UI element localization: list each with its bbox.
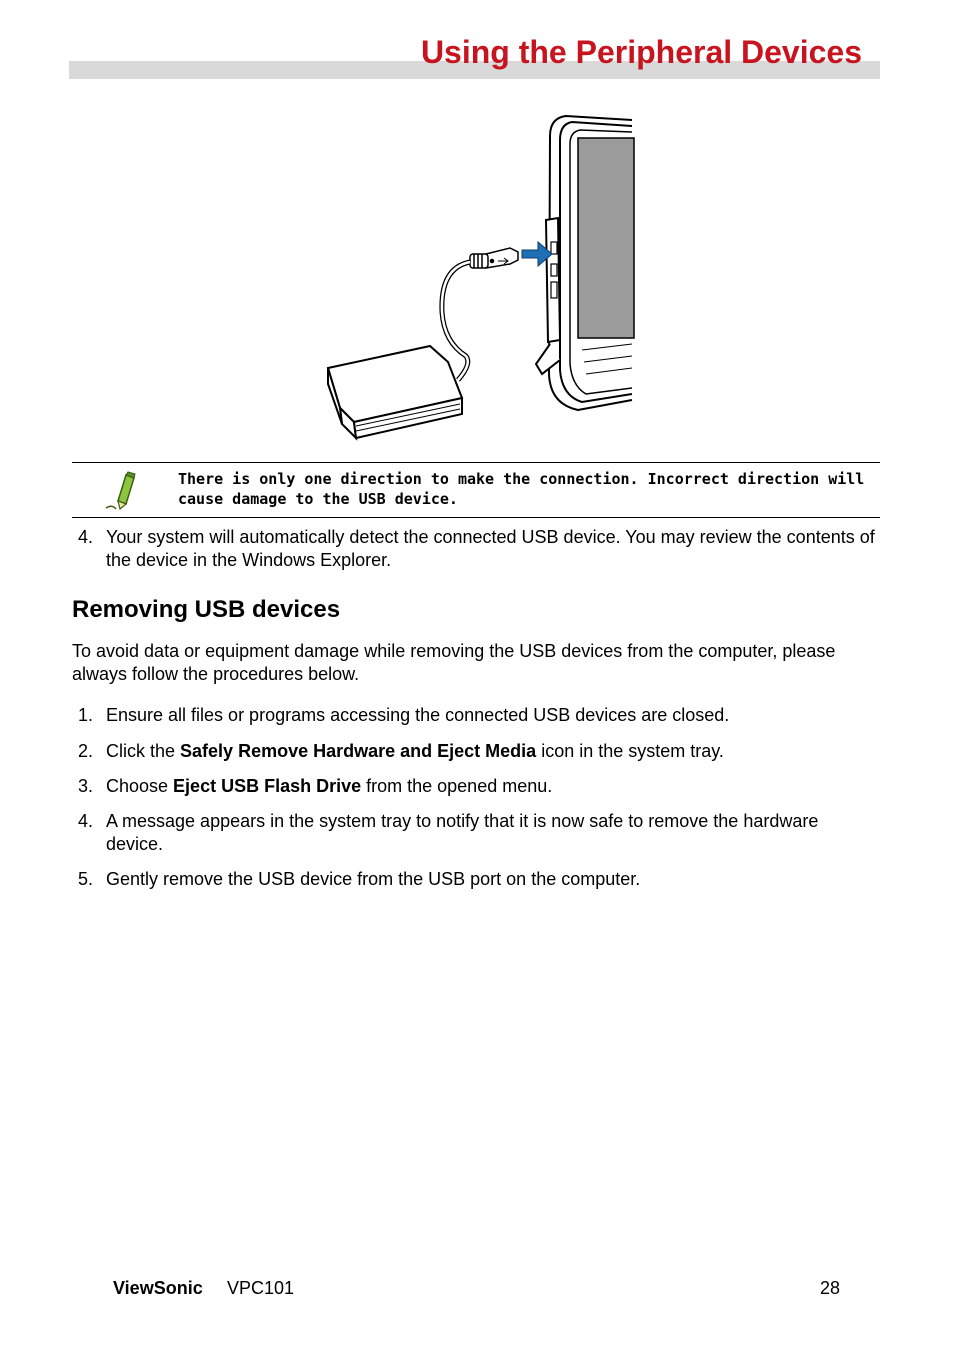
removal-step-5 xyxy=(72,868,880,891)
external-drive-drawing xyxy=(328,346,462,438)
removal-step-1 xyxy=(72,704,880,727)
usb-plug-drawing xyxy=(470,248,518,268)
step-text: Ensure all files or programs accessing the connected USB devices are closed. xyxy=(106,705,730,725)
step-text: A message appears in the system tray to notify that it is now safe to remove the hardware device. xyxy=(106,811,819,854)
step-number: 4. xyxy=(78,811,94,831)
footer-brand: ViewSonic xyxy=(113,1278,203,1298)
section-heading: Removing USB devices xyxy=(72,596,341,623)
removal-step-2 xyxy=(72,740,880,763)
safely-remove-label: Safely Remove Hardware and Eject Media xyxy=(180,741,537,761)
removal-step-4 xyxy=(72,810,880,856)
monitor-drawing xyxy=(536,116,634,410)
removal-step-3 xyxy=(72,775,880,798)
step-number: 2. xyxy=(78,741,94,761)
page-title: Using the Peripheral Devices xyxy=(420,34,862,70)
note-box xyxy=(72,462,880,518)
eject-flash-drive-label: Eject USB Flash Drive xyxy=(173,776,362,796)
step-number: 3. xyxy=(78,776,94,796)
step-number: 4. xyxy=(78,527,94,547)
note-text: There is only one direction to make the connection. Incorrect direction will cause damage to the USB device. xyxy=(178,470,865,508)
step-number: 5. xyxy=(78,869,94,889)
section-intro: To avoid data or equipment damage while removing the USB devices from the computer, please always follow the procedures below. xyxy=(72,641,836,684)
note-pencil-icon xyxy=(104,471,140,511)
step-text: Gently remove the USB device from the USB port on the computer. xyxy=(106,869,641,889)
step-text: Your system will automatically detect the connected USB device. You may review the contents of the device in the Windows Explorer. xyxy=(106,527,875,570)
footer-model: VPC101 xyxy=(227,1278,295,1298)
step-text: Click the Safely Remove Hardware and Eject Media icon in the system tray. xyxy=(106,741,724,761)
usb-connection-illustration xyxy=(320,112,640,447)
step-text: Choose Eject USB Flash Drive from the opened menu. xyxy=(106,776,553,796)
step-number: 1. xyxy=(78,705,94,725)
page-number: 28 xyxy=(819,1278,840,1298)
step-detect-usb xyxy=(72,526,880,572)
